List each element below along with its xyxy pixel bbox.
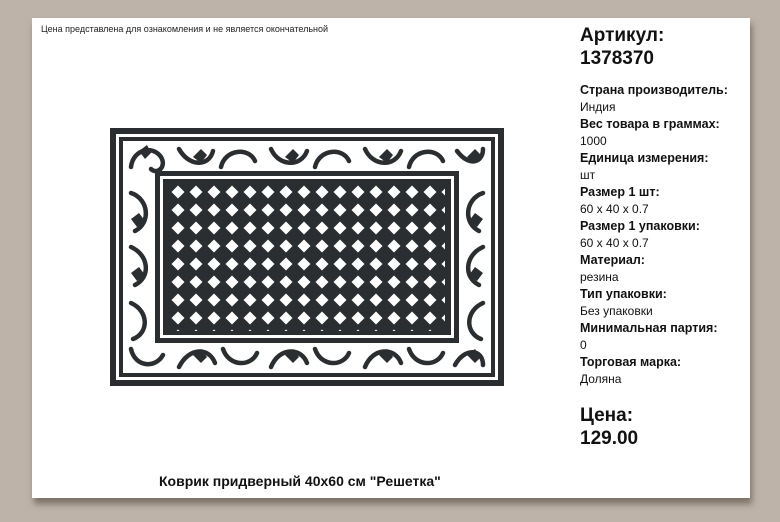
price-label: Цена: — [580, 405, 634, 426]
spec-label: Тип упаковки: — [580, 287, 667, 301]
spec-label: Размер 1 шт: — [580, 185, 660, 199]
spec-label: Торговая марка: — [580, 355, 682, 369]
doormat-lattice-icon — [109, 127, 505, 387]
product-card — [32, 18, 750, 498]
spec-min-batch — [580, 320, 745, 354]
spec-label: Размер 1 упаковки: — [580, 219, 700, 233]
spec-package-type — [580, 286, 745, 320]
price-disclaimer: Цена представлена для ознакомления и не является окончательной — [41, 24, 329, 34]
spec-unit — [580, 150, 745, 184]
product-info — [580, 24, 745, 450]
spec-item-size — [580, 184, 745, 218]
price-block — [580, 404, 745, 450]
spec-list — [580, 82, 745, 388]
spec-label: Материал: — [580, 253, 645, 267]
sku-value: 1378370 — [580, 48, 654, 69]
spec-value: шт — [580, 168, 596, 182]
spec-value: Без упаковки — [580, 304, 653, 318]
spec-material — [580, 252, 745, 286]
sku-label: Артикул: — [580, 25, 665, 46]
spec-value: Индия — [580, 100, 616, 114]
spec-label: Вес товара в граммах: — [580, 117, 720, 131]
spec-value: 60 х 40 х 0.7 — [580, 202, 649, 216]
spec-value: 60 х 40 х 0.7 — [580, 236, 649, 250]
product-image — [109, 127, 505, 387]
spec-brand — [580, 354, 745, 388]
spec-label: Единица измерения: — [580, 151, 709, 165]
spec-weight — [580, 116, 745, 150]
spec-value: Доляна — [580, 372, 622, 386]
price-value: 129.00 — [580, 428, 639, 449]
spec-label: Минимальная партия: — [580, 321, 718, 335]
spec-label: Страна производитель: — [580, 83, 728, 97]
spec-value: 0 — [580, 338, 587, 352]
spec-value: резина — [580, 270, 619, 284]
product-caption: Коврик придверный 40х60 см "Решетка" — [159, 473, 441, 489]
spec-country — [580, 82, 745, 116]
spec-package-size — [580, 218, 745, 252]
spec-value: 1000 — [580, 134, 607, 148]
